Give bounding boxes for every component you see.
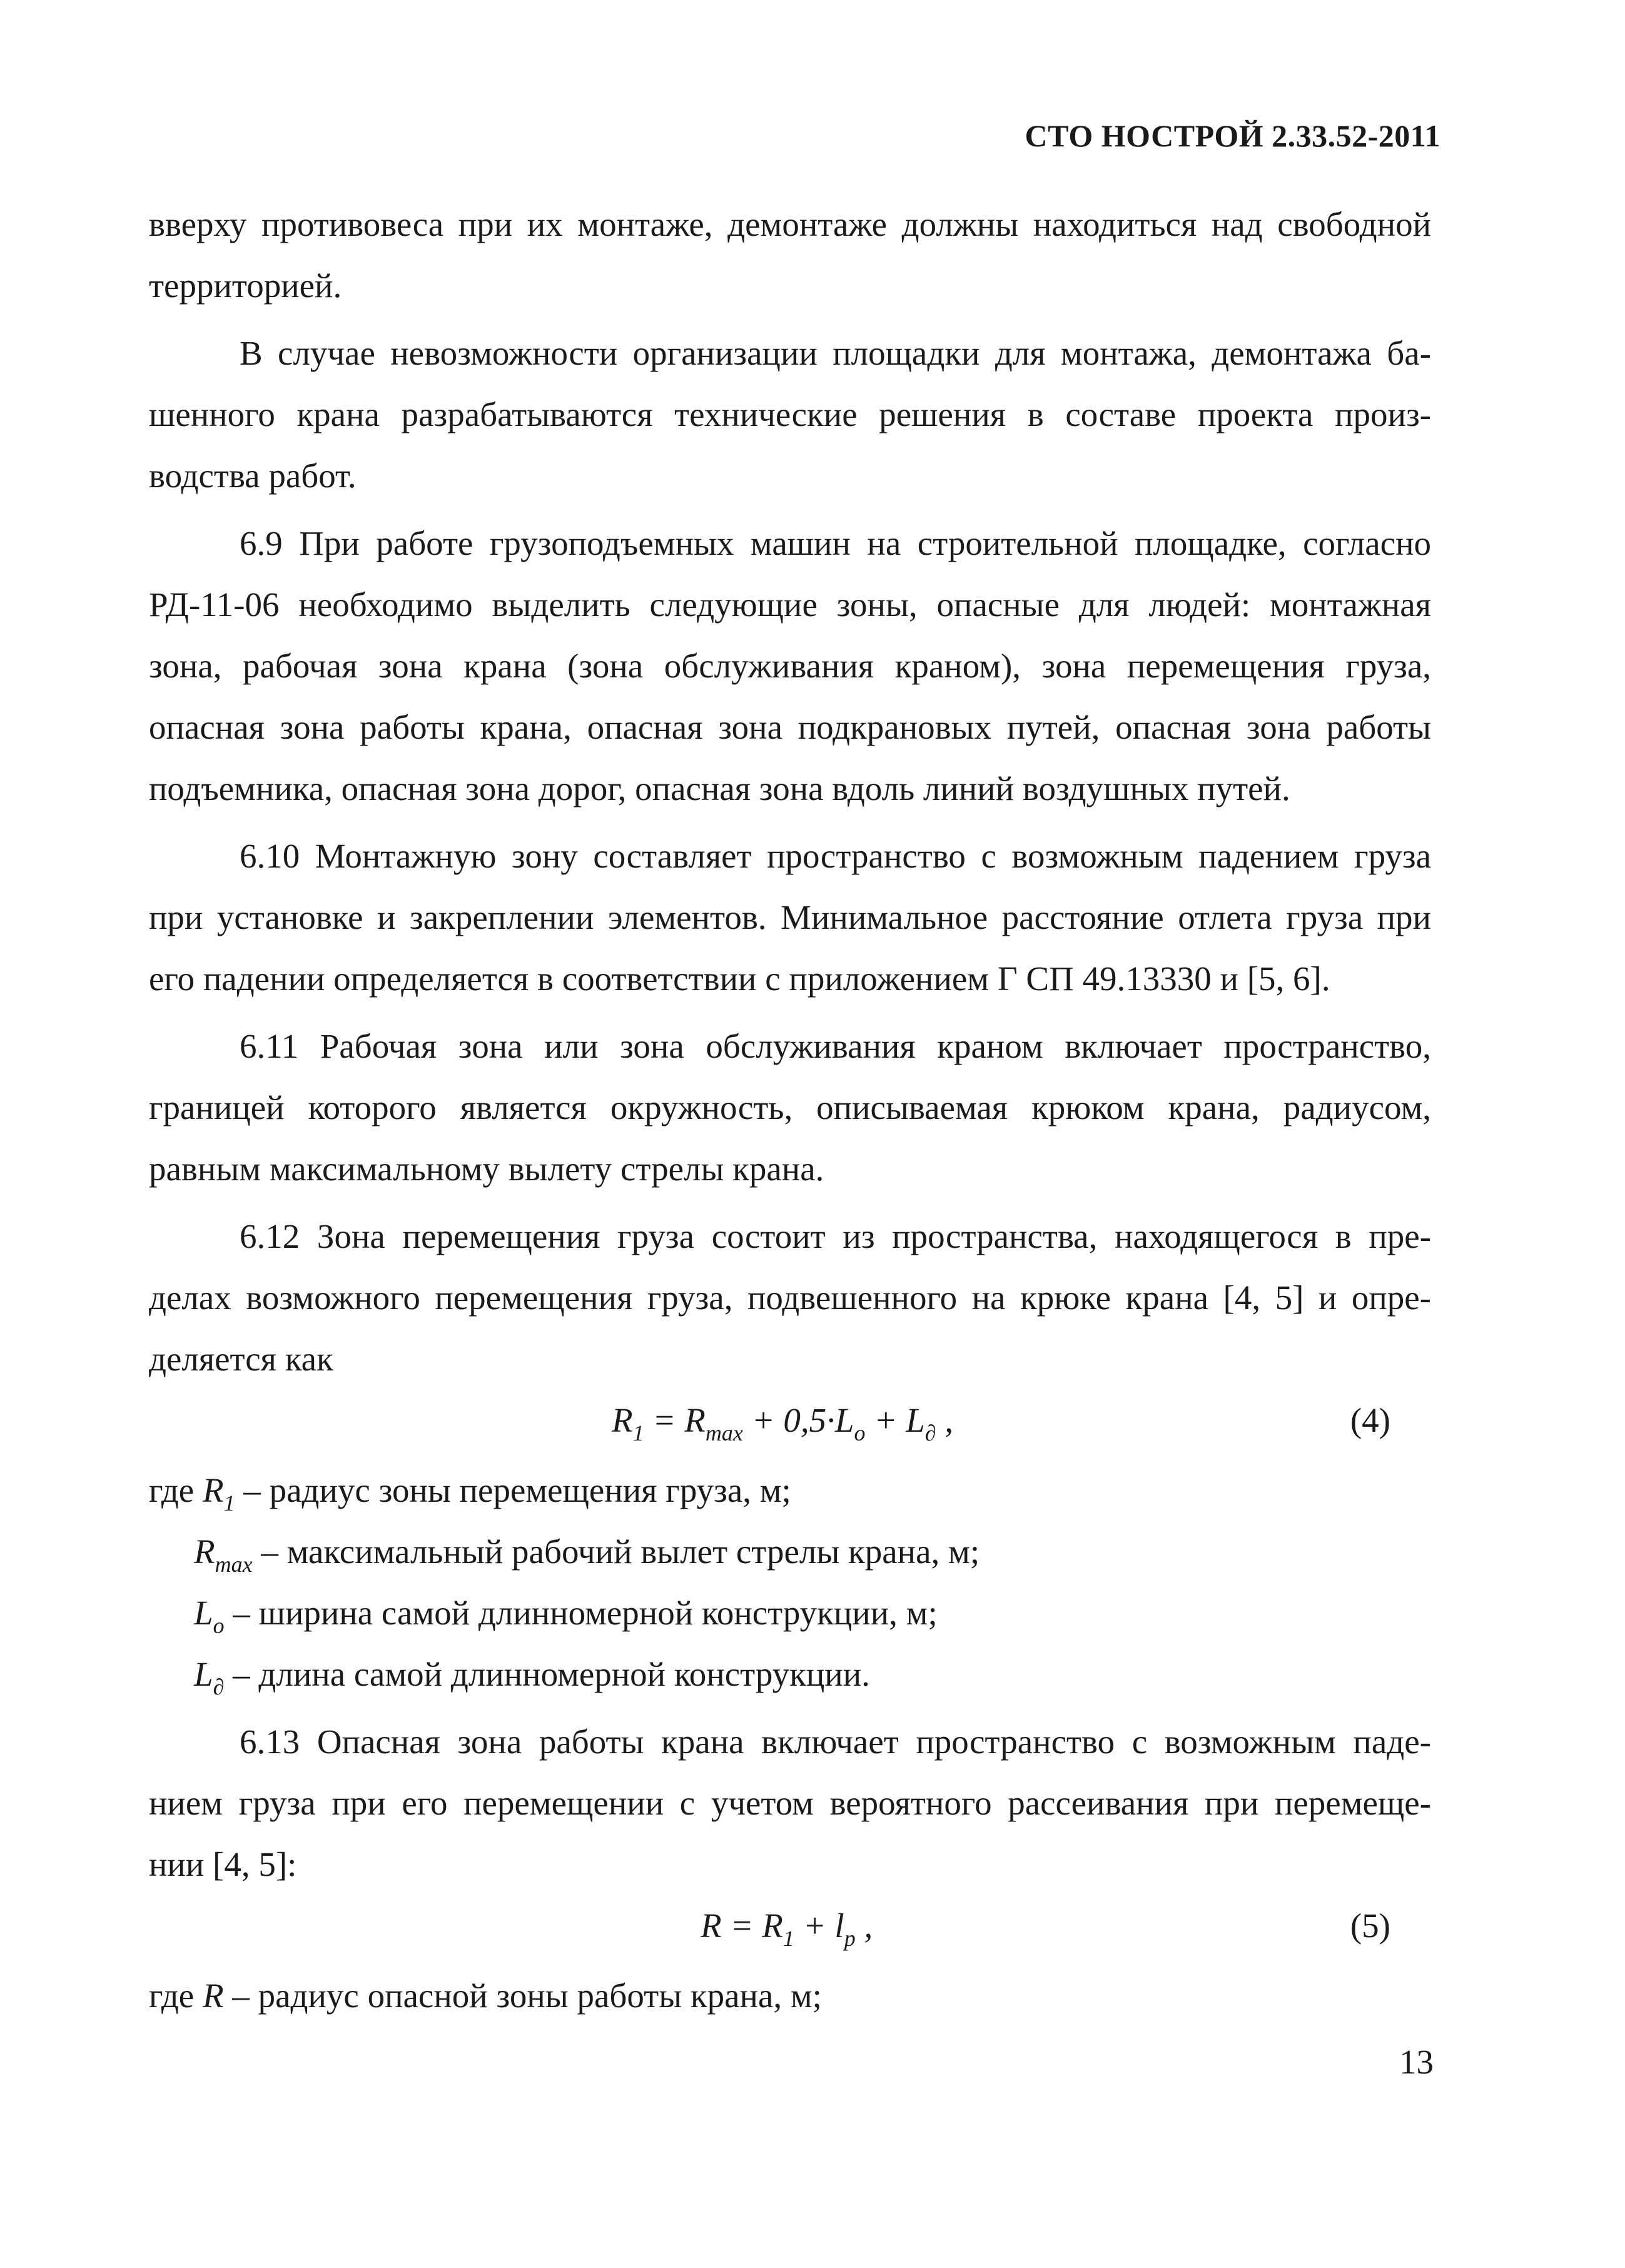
definition-line: $L_o$ – ширина самой длинномерной конструкции, м;	[194, 1594, 938, 1638]
page-number: 13	[1399, 2043, 1434, 2081]
definition-line: где R – радиус опасной зоны работы крана, м;	[149, 1977, 822, 2015]
text-line: нием груза при его перемещении с учетом вероятного рассеивания при перемеще-	[149, 1784, 1431, 1822]
variable-symbol: $L_\partial$	[194, 1655, 225, 1699]
formula-number: (4)	[1350, 1401, 1390, 1439]
text-line: равным максимальному вылету стрелы крана.	[149, 1150, 824, 1188]
text-line: опасная зона работы крана, опасная зона подкрановых путей, опасная зона работы	[149, 708, 1431, 746]
text-line: границей которого является окружность, описываемая крюком крана, радиусом,	[149, 1088, 1431, 1126]
text-line: зона, рабочая зона крана (зона обслуживания краном), зона перемещения груза,	[149, 647, 1431, 685]
text-line: территорией.	[149, 266, 342, 305]
text-line: водства работ.	[149, 457, 357, 495]
document-code-header: СТО НОСТРОЙ 2.33.52-2011	[1025, 118, 1440, 153]
text-line: 6.9 При работе грузоподъемных машин на строительной площадке, согласно	[240, 524, 1431, 562]
document-body	[149, 194, 1431, 2027]
definition-line: где $R_1$ – радиус зоны перемещения груза, м;	[149, 1471, 791, 1516]
text-line: шенного крана разрабатываются технические решения в составе проекта произ-	[149, 395, 1431, 433]
formula-number: (5)	[1350, 1906, 1390, 1945]
variable-symbol: $L_o$	[194, 1594, 225, 1638]
text-line: делах возможного перемещения груза, подвешенного на крюке крана [4, 5] и опре-	[149, 1278, 1431, 1317]
text-line: 6.10 Монтажную зону составляет пространство с возможным падением груза	[240, 837, 1431, 875]
text-line: деляется как	[149, 1340, 333, 1378]
text-line: 6.12 Зона перемещения груза состоит из пространства, находящегося в пре-	[240, 1217, 1431, 1255]
text-line: вверху противовеса при их монтаже, демонтаже должны находиться над свободной	[149, 205, 1431, 243]
text-line: при установке и закреплении элементов. Минимальное расстояние отлета груза при	[149, 898, 1431, 936]
formula-expression: $R = R_1 + l_p$ ,	[701, 1906, 873, 1951]
text-line: 6.13 Опасная зона работы крана включает пространство с возможным паде-	[240, 1723, 1431, 1761]
variable-symbol: R	[202, 1977, 224, 2015]
formula-expression: $R_1 = R_{max} + 0,5\cdot L_o + L_\partial$ ,	[612, 1401, 954, 1445]
text-line: 6.11 Рабочая зона или зона обслуживания краном включает пространство,	[240, 1027, 1431, 1065]
variable-symbol: $R_{max}$	[194, 1532, 253, 1577]
definition-line: $R_{max}$ – максимальный рабочий вылет стрелы крана, м;	[194, 1532, 980, 1577]
text-line: В случае невозможности организации площадки для монтажа, демонтажа ба-	[240, 334, 1431, 372]
formula-5	[149, 1895, 1431, 1965]
text-line: нии [4, 5]:	[149, 1845, 297, 1883]
definition-line: $L_\partial$ – длина самой длинномерной конструкции.	[194, 1655, 870, 1699]
formula-4	[149, 1390, 1431, 1460]
text-line: подъемника, опасная зона дорог, опасная зона вдоль линий воздушных путей.	[149, 769, 1290, 807]
text-line: РД-11-06 необходимо выделить следующие зоны, опасные для людей: монтажная	[149, 585, 1431, 624]
variable-symbol: $R_1$	[202, 1471, 235, 1516]
text-line: его падении определяется в соответствии с приложением Г СП 49.13330 и [5, 6].	[149, 959, 1330, 998]
